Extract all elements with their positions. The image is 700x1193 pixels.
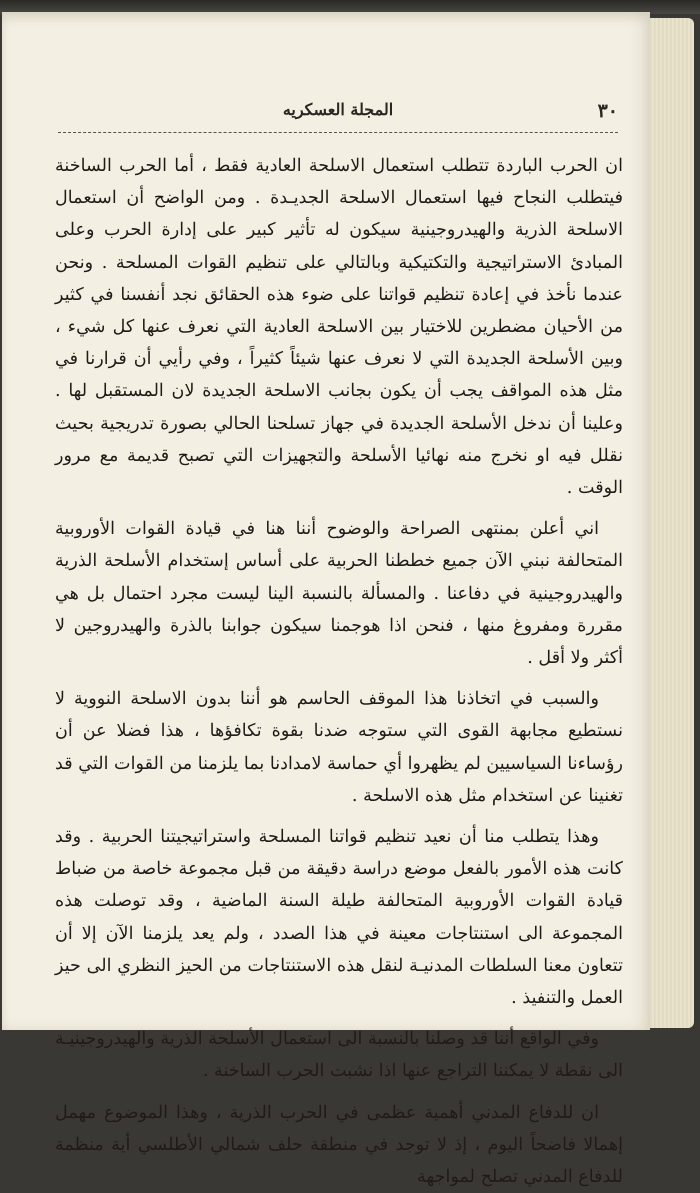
paragraph: ان للدفاع المدني أهمية عظمى في الحرب الذرية ، وهذا الموضوع مهمل إهمالا فاضحاً اليوم ، إذ لا توجد في منطقة حلف شمالي الأطلسي أية منظمة للدفاع المدني تصلح لمواجهة bbox=[55, 1102, 623, 1188]
page-number: ٣٠ bbox=[597, 100, 618, 122]
article-body bbox=[55, 150, 623, 1193]
page-header bbox=[58, 100, 618, 136]
paragraph: اني أعلن بمنتهى الصراحة والوضوح أننا هنا في قيادة القوات الأوروبية المتحالفة نبني الآن جميع خططنا الحربية على أساس إستخدام الأسلحة الذرية والهيدروجينية في دفاعنا . والمسألة بالنسبة الينا ليست مجرد احتمال بل هي مقررة ومفروغ منها ، فنحن اذا هوجمنا سيكون جوابنا بالذرة والهيدروجين لا أكثر ولا أقل . bbox=[55, 519, 623, 669]
header-rule bbox=[58, 132, 618, 133]
paragraph: والسبب في اتخاذنا هذا الموقف الحاسم هو أننا بدون الاسلحة النووية لا نستطيع مجابهة القوى التي ستوجه ضدنا بقوة تكافؤها ، هذا فضلا عن أن رؤساءنا السياسيين لم يظهروا أي حماسة لامدادنا بما يلزمنا من القوات التي قد تغنينا عن استخدام مثل هذه الاسلحة . bbox=[55, 689, 623, 806]
paragraph: وهذا يتطلب منا أن نعيد تنظيم قواتنا المسلحة واستراتيجيتنا الحربية . وقد كانت هذه الأمور بالفعل موضع دراسة دقيقة من قبل مجموعة خاصة من ضباط قيادة القوات الأوروبية المتحالفة طيلة السنة الماضية ، وقد توصلت هذه المجموعة الى استنتاجات معينة في هذا الصدد ، ولم يعد يلزمنا الآن إلا أن تتعاون معنا السلطات المدنيـة لنقل هذه الاستنتاجات من الحيز النظري الى حيز العمل والتنفيذ . bbox=[55, 827, 623, 1009]
paragraph: وفي الواقع أننا قد وصلنا بالنسبة الى استعمال الأسلحة الذرية والهيدروجينيـة الى نقطة لا يمكننا التراجع عنها اذا نشبت الحرب الساخنة . bbox=[55, 1029, 623, 1082]
paragraph: ان الحرب الباردة تتطلب استعمال الاسلحة العادية فقط ، أما الحرب الساخنة فيتطلب النجاح فيها استعمال الاسلحة الجديـدة . ومن الواضح أن استعمال الاسلحة الذرية والهيدروجينية سيكون له تأثير كبير على إدارة الحرب وعلى المبادئ الاستراتيجية والتكتيكية وبالتالي على تنظيم القوات المسلحة . ونحن عندما نأخذ في إعادة تنظيم قواتنا على ضوء هذه الحقائق نجد أنفسنا في كثير من الأحيان مضطرين للاختيار بين الاسلحة العادية التي نعرف عنها كل شيء ، وبين الأسلحة الجديدة التي لا نعرف عنها شيئاً كثيراً ، وفي رأيي أن قرارنا في مثل هذه المواقف يجب أن يكون بجانب الاسلحة الجديدة لان المستقبل لها . وعلينا أن ندخل الأسلحة الجديدة في جهاز تسلحنا الحالي بصورة تدريجية بحيث نقلل فيه او نخرج منه نهائيا الأسلحة والتجهيزات التي تصبح قديمة مع مرور الوقت . bbox=[55, 156, 623, 499]
running-title: المجلة العسكريه bbox=[282, 100, 394, 119]
